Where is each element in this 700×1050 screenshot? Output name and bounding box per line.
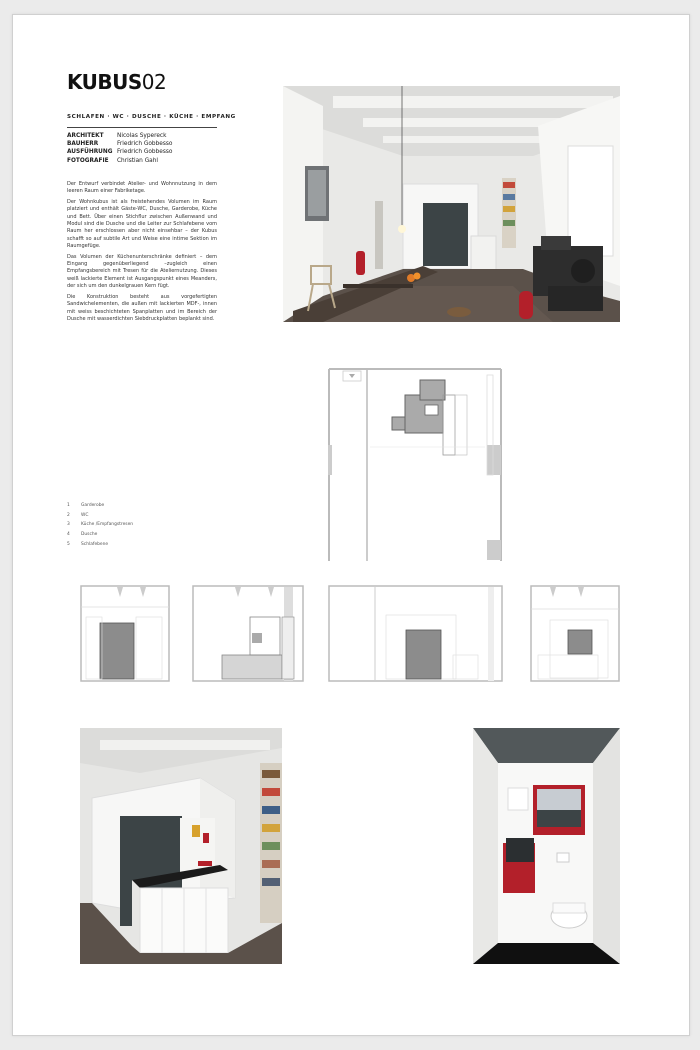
section-b (192, 585, 304, 682)
credit-row: FOTOGRAFIE Christian Gahl (67, 157, 159, 164)
project-title: KUBUS02 (67, 70, 167, 94)
loft-interior-photo (283, 86, 620, 322)
credit-row: BAUHERR Friedrich Gobbesso (67, 141, 173, 148)
loft-interior-illustration (283, 86, 620, 322)
plan-legend (67, 501, 133, 550)
description-paragraph: Der Entwurf verbindet Atelier- und Wohnnutzung in dem leeren Raum einer Fabriketage. (67, 181, 217, 195)
section-b-drawing (192, 585, 304, 682)
legend-item: 1 Garderobe (67, 503, 105, 508)
description-paragraph: Die Konstruktion besteht aus vorgefertigten Sandwichelementen, die außen mit lackierten MDF-, innen mit weiss beschichteten Spanplatten und im Bereich der Dusche mit wasserdichten Siebdruckplatten beplankt sind. (67, 293, 217, 322)
description-paragraph: Das Volumen der Küchenunterschränke definiert – dem Eingang gegenüberliegend –zugleich einen Empfangsbereich mit Tresen für die Ateliernutzung. Dieses weiß lackierte Element ist Ausgangspunkt eines Meanders, der sich um den dunkelgrauen Kern fügt. (67, 253, 217, 290)
section-c (328, 585, 503, 682)
section-a (80, 585, 170, 682)
section-c-drawing (328, 585, 503, 682)
description-paragraph: Der Wohnkubus ist als freistehendes Volumen im Raum platziert und enthält Gäste-WC, Dusche, Garderobe, Küche und Bett. Über einen Stichflur zwischen Außenwand und Modul sind die Dusche und die Leiter zur Schlafebene vom Raum her erschlossen aber nicht einsehbar – der Kubus schafft so auf subtile Art und Weise eine intime Sektion im Raumgefüge. (67, 198, 217, 250)
kubus-kitchen-photo (80, 728, 282, 964)
legend-item: 3 Küche /Empfangstresen (67, 522, 134, 528)
section-a-drawing (80, 585, 170, 682)
floor-plan (325, 365, 505, 565)
legend-item: 2 WC (67, 512, 89, 518)
project-subtitle: SCHLAFEN · WC · DUSCHE · KÜCHE · EMPFANG (67, 114, 236, 120)
title-rule (67, 127, 217, 128)
credit-row: ARCHITEKT Nicolas Sypereck (67, 133, 167, 139)
legend-item: 5 Schlafebene (67, 541, 109, 547)
wc-photo (473, 728, 620, 964)
section-d-drawing (530, 585, 620, 682)
section-d (530, 585, 620, 682)
wc-illustration (473, 728, 620, 964)
kubus-kitchen-illustration (80, 728, 282, 964)
legend-item: 4 Dusche (67, 532, 98, 538)
credits-table (67, 132, 172, 165)
floor-plan-drawing (325, 365, 505, 565)
project-description (67, 181, 217, 326)
credit-row: AUSFÜHRUNG Friedrich Gobbesso (67, 149, 173, 156)
